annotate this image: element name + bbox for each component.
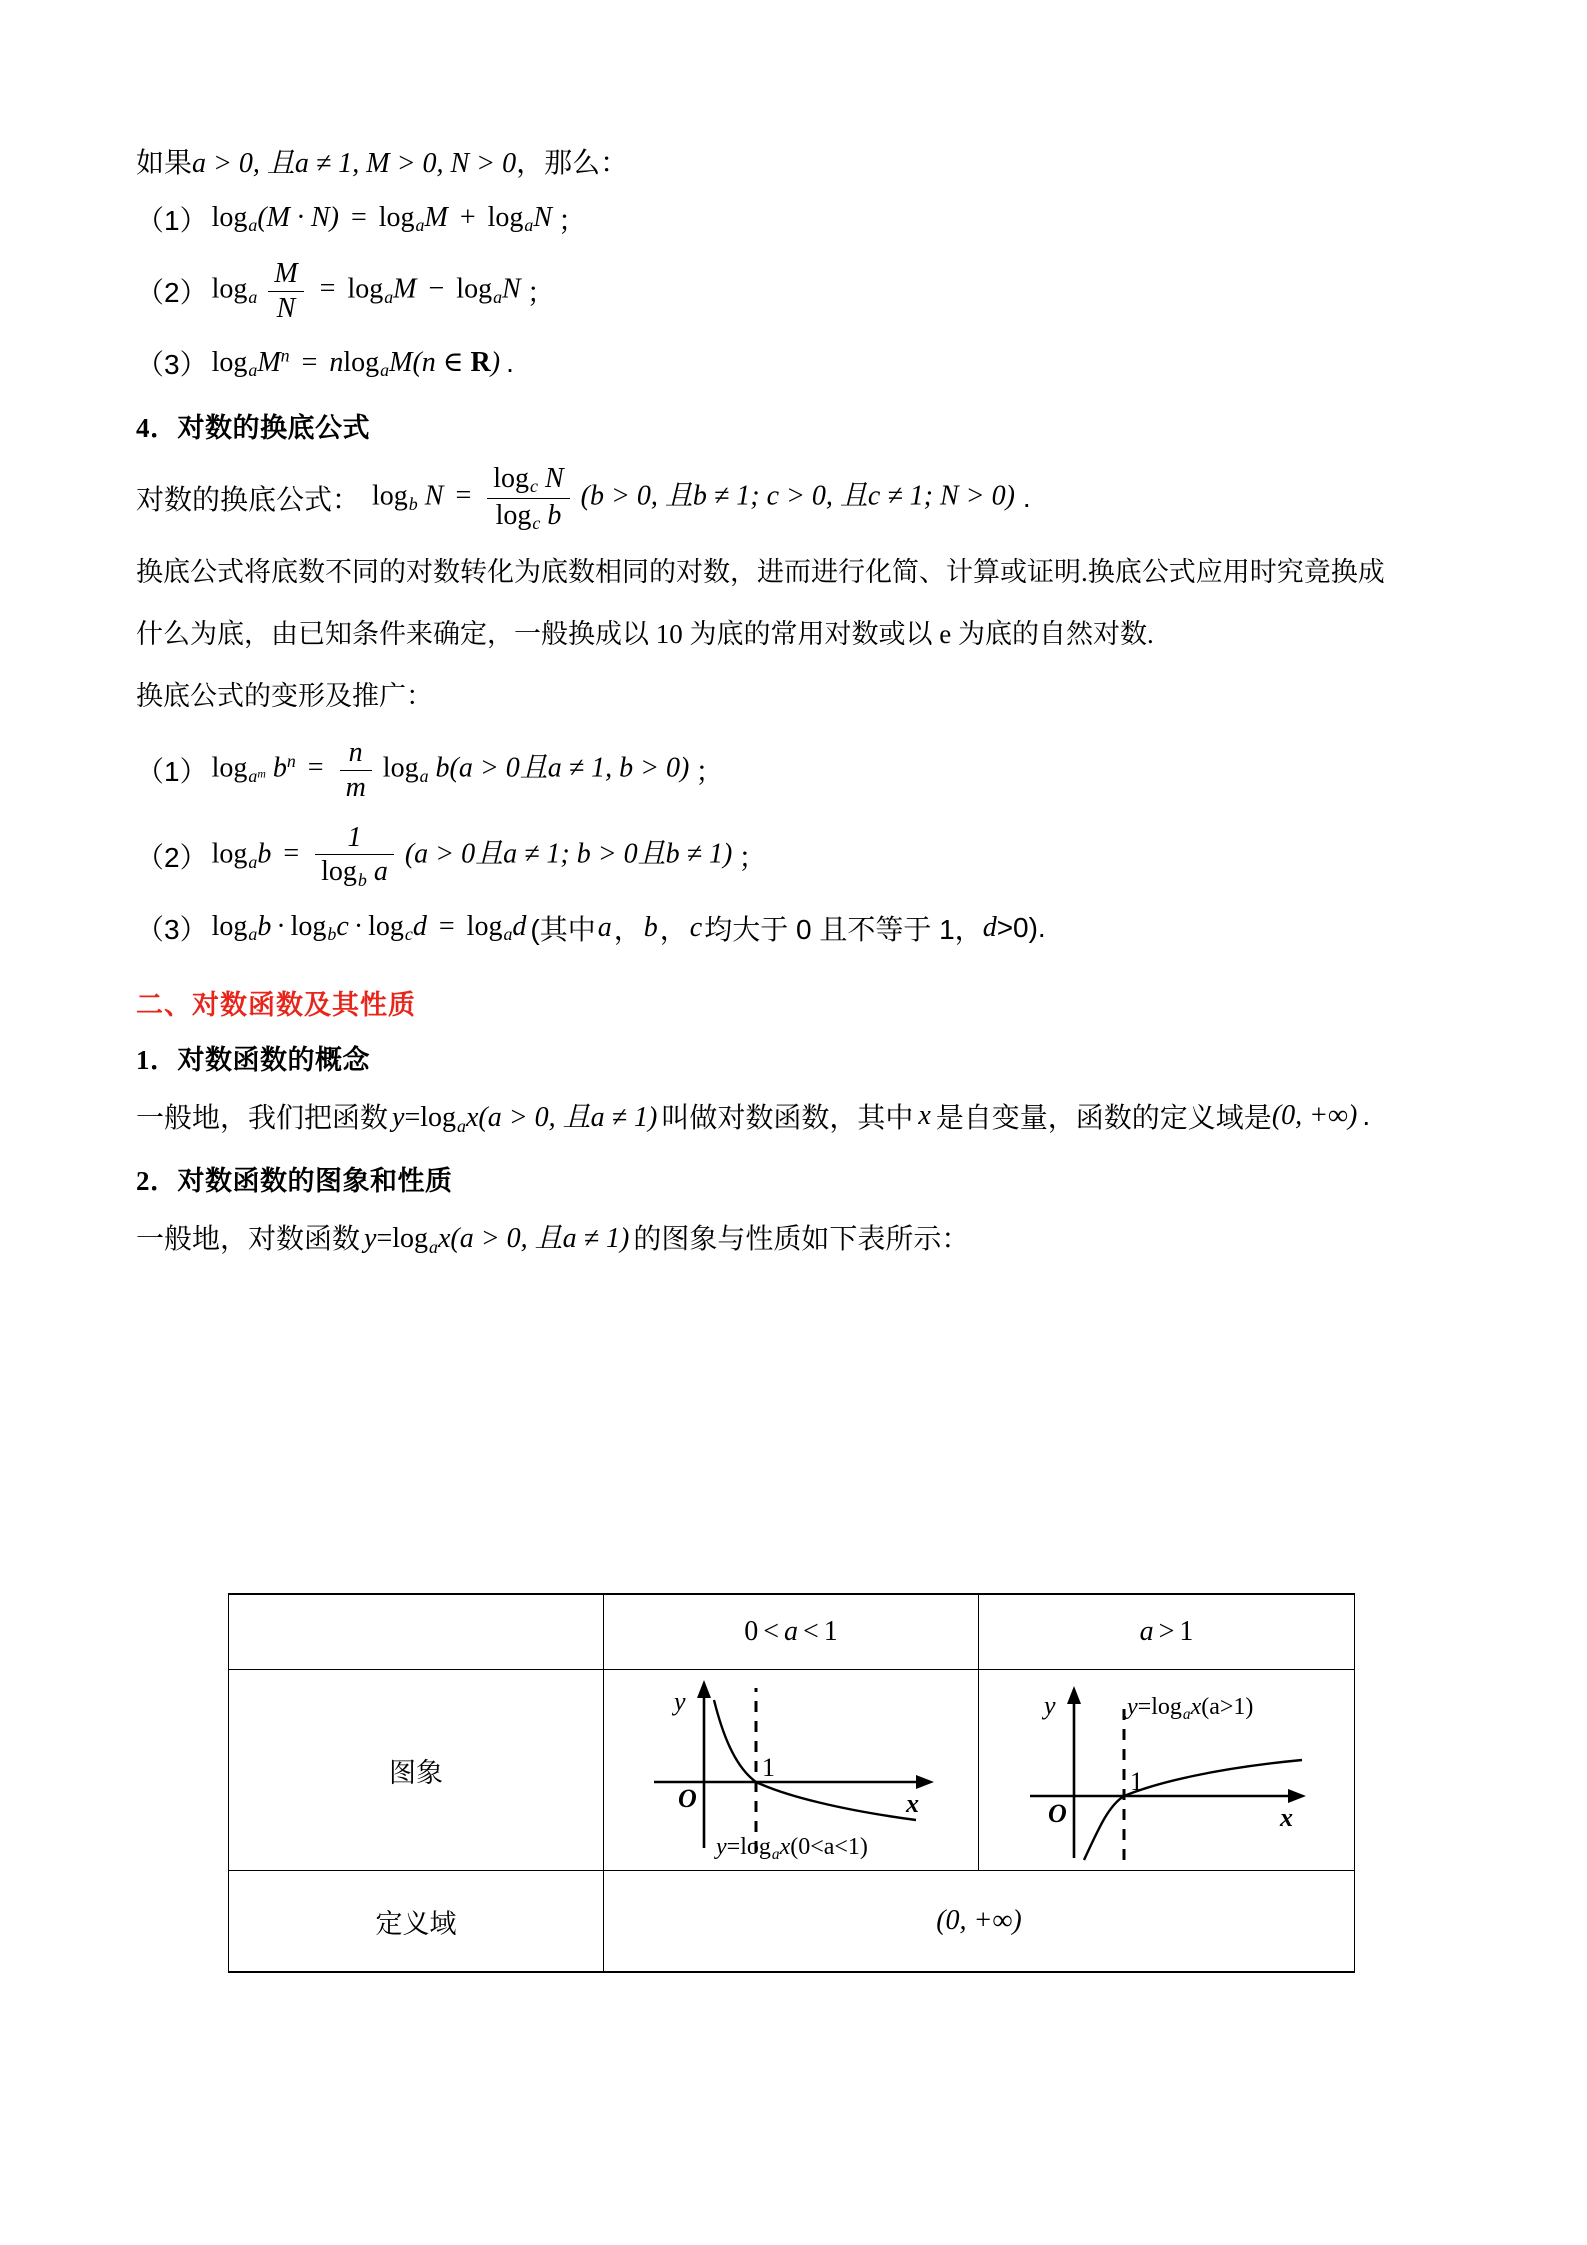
cb-fraction	[487, 463, 569, 534]
cap-inc-cond: (a>1)	[1201, 1694, 1254, 1720]
rule2-t2-arg: N	[502, 273, 521, 305]
v3-gt-zero: >0).	[996, 912, 1046, 943]
intro-line	[136, 132, 1456, 190]
cap-inc-x: x	[1190, 1694, 1202, 1720]
tick-label-1: 1	[1129, 1767, 1143, 1796]
graph-decreasing	[604, 1670, 978, 1870]
cap-dec-cond: (0<a<1)	[790, 1834, 868, 1861]
concept-sub: a	[457, 1115, 466, 1136]
concept-cond: (a > 0, 且a ≠ 1)	[478, 1102, 658, 1134]
concept-eq: =	[404, 1102, 421, 1134]
cb-num-sub: c	[530, 476, 538, 497]
v1-t-arg: b	[435, 752, 450, 784]
v3-comma-2: ，	[659, 914, 688, 945]
v3-t3-log: log	[368, 910, 404, 942]
cb-denominator	[487, 498, 569, 534]
rule1-end: ；	[558, 205, 587, 236]
v3-var-c: c	[689, 912, 703, 943]
cb-den-arg: b	[547, 499, 562, 531]
table-row	[229, 1871, 1355, 1973]
x-axis-arrow	[1288, 1789, 1306, 1803]
domain-value-cell	[604, 1871, 1355, 1973]
document-content	[136, 132, 1456, 1266]
log-rule-3-number: （3）	[136, 349, 208, 380]
rule3-real-set: R	[470, 346, 491, 378]
cb-num-log: log	[493, 462, 530, 494]
v2-log: log	[211, 838, 248, 870]
row-label-graph-text: 图象	[389, 1757, 443, 1788]
cap-dec-log: log	[740, 1834, 771, 1861]
v3-r-sub: a	[503, 924, 513, 945]
concept-log: log	[420, 1102, 457, 1134]
variant-1-number: （1）	[136, 756, 208, 787]
rule1-t1-sub: a	[415, 215, 425, 236]
concept-prefix: 一般地，我们把函数	[136, 1102, 389, 1133]
rule1-t1-log: log	[378, 201, 415, 233]
log-rule-2	[136, 248, 1456, 334]
cb-lhs-sub: b	[408, 494, 418, 515]
v3-t3-arg: d	[412, 910, 427, 942]
log-function-properties-table	[228, 1593, 1351, 1973]
v3-eq: =	[438, 910, 455, 942]
cb-end: .	[1022, 482, 1031, 513]
cb-den-sub: c	[532, 513, 541, 534]
cb-den-log: log	[495, 499, 532, 531]
intro-suffix: ，那么：	[516, 147, 629, 178]
v3-t1-sub: a	[248, 924, 258, 945]
concept-variable: x	[918, 1100, 931, 1131]
rule1-plus: +	[459, 201, 476, 233]
graph-intro-eq: =	[376, 1223, 393, 1255]
concept-mid-2: 是自变量，函数的定义域是	[935, 1102, 1272, 1133]
rule1-eq: =	[350, 201, 367, 233]
v2-arg: b	[257, 838, 272, 870]
change-base-note-line-2: 什么为底，由已知条件来确定，一般换成以 10 为底的常用对数或以 e 为底的自然对数.	[136, 619, 1154, 649]
rule3-t1-arg: M	[389, 346, 413, 378]
v2-fraction	[315, 822, 394, 890]
graph-intro-sub: a	[429, 1236, 438, 1257]
v3-cjk-open: (其中	[530, 914, 596, 945]
concept-y: y	[392, 1102, 405, 1134]
cb-num-arg: N	[544, 462, 564, 494]
rule2-denominator: N	[268, 291, 303, 324]
rule3-t1-log: log	[343, 346, 380, 378]
variant-3	[136, 899, 1456, 957]
rule2-t2-log: log	[456, 273, 493, 305]
log-curve-decreasing	[714, 1700, 916, 1820]
cap-dec-eq: =	[726, 1834, 741, 1861]
v1-denominator: m	[340, 770, 372, 803]
variant-2	[136, 813, 1456, 899]
intro-condition: a > 0, 且a ≠ 1, M > 0, N > 0	[192, 148, 517, 179]
v2-den-log: log	[321, 856, 357, 888]
v1-fraction	[340, 737, 372, 803]
v3-comma-1: ，	[613, 914, 642, 945]
v2-eq: =	[283, 838, 300, 870]
rule2-end: ；	[526, 277, 555, 308]
graph-intro-suffix: 的图象与性质如下表所示：	[633, 1223, 970, 1254]
cap-dec-sub: a	[771, 1846, 780, 1863]
log-curve-increasing	[1084, 1760, 1302, 1860]
graph-cell-increasing	[979, 1670, 1355, 1871]
v1-arg: b	[272, 752, 287, 784]
cap-inc-y: y	[1127, 1694, 1138, 1720]
graph-intro-x: x	[437, 1223, 451, 1255]
v3-r-log: log	[466, 910, 503, 942]
y-axis-arrow	[1067, 1686, 1081, 1704]
change-base-formula	[136, 455, 1456, 541]
rule3-coef: n	[329, 346, 344, 378]
rule3-eq: =	[301, 346, 318, 378]
cap-inc-log: log	[1151, 1694, 1182, 1720]
table-header-large-a	[979, 1594, 1355, 1670]
v2-den-arg: a	[373, 856, 388, 888]
section-heading-two: 二、对数函数及其性质	[136, 990, 416, 1020]
concept-end: .	[1362, 1100, 1371, 1131]
graph-cell-decreasing	[604, 1670, 979, 1871]
v2-sub: a	[248, 852, 258, 873]
log-rule-1	[136, 190, 1456, 248]
v1-exp: n	[286, 751, 296, 772]
cap-inc-eq: =	[1137, 1694, 1152, 1720]
rule3-cond-end: )	[490, 346, 501, 378]
hdr-small-zero: 0	[744, 1616, 759, 1647]
rule2-t1-arg: M	[393, 273, 417, 305]
rule2-log: log	[211, 273, 248, 305]
v3-dot-2: ·	[353, 910, 364, 942]
tick-label-1: 1	[762, 1753, 775, 1782]
hdr-large-one: 1	[1179, 1616, 1194, 1647]
v2-den-sub: b	[357, 870, 367, 891]
v1-end: ；	[695, 756, 724, 787]
rule2-fraction	[268, 258, 303, 324]
x-axis-arrow	[916, 1775, 934, 1789]
v1-numerator: n	[348, 737, 363, 769]
rule3-log: log	[211, 346, 248, 378]
table-corner-cell	[229, 1594, 604, 1670]
cb-numerator	[487, 463, 569, 498]
heading-graph-properties: 2．对数函数的图象和性质	[136, 1166, 453, 1196]
x-axis-label: x	[1279, 1803, 1293, 1832]
log-rule-1-number: （1）	[136, 205, 208, 236]
v2-cond: (a > 0且a ≠ 1; b > 0且b ≠ 1)	[404, 838, 733, 870]
rule3-t1-sub: a	[380, 360, 390, 381]
v3-cjk-mid: 均大于 0 且不等于 1，	[704, 914, 983, 945]
graph-decreasing-caption	[716, 1834, 868, 1864]
v3-t3-sub: c	[404, 924, 413, 945]
v3-t2-log: log	[290, 910, 327, 942]
rule2-eq: =	[319, 273, 336, 305]
y-axis-arrow	[697, 1680, 711, 1698]
v3-var-a: a	[597, 912, 612, 943]
hdr-small-one: 1	[823, 1616, 838, 1647]
concept-line	[136, 1087, 1456, 1145]
graph-intro-y: y	[364, 1223, 377, 1255]
v3-t2-sub: b	[327, 924, 337, 945]
origin-label: O	[1047, 1799, 1067, 1828]
rule1-log: log	[211, 201, 248, 233]
rule1-arg: (M · N)	[257, 201, 339, 233]
row-label-domain-text: 定义域	[375, 1908, 457, 1939]
table-row	[229, 1670, 1355, 1871]
y-axis-label: y	[1043, 1691, 1056, 1720]
variants-title: 换底公式的变形及推广：	[136, 681, 433, 711]
origin-label: O	[678, 1784, 697, 1813]
cb-lhs-log: log	[372, 480, 408, 512]
rule1-t2-arg: N	[533, 201, 553, 233]
v1-eq: =	[307, 752, 324, 784]
y-axis-label: y	[674, 1687, 686, 1716]
rule2-t1-log: log	[347, 273, 384, 305]
v3-t2-arg: c	[336, 910, 349, 942]
v3-t1-arg: b	[257, 910, 272, 942]
row-label-graph	[229, 1670, 604, 1871]
cb-eq: =	[455, 480, 472, 512]
cb-condition: (b > 0, 且b ≠ 1; c > 0, 且c ≠ 1; N > 0)	[580, 480, 1015, 512]
x-axis-label: x	[906, 1789, 919, 1818]
v1-sub-base: a	[248, 766, 258, 787]
v2-numerator: 1	[347, 821, 362, 853]
rule2-minus: −	[428, 273, 445, 305]
v1-cond: (a > 0且a ≠ 1, b > 0)	[449, 752, 690, 784]
rule1-t2-log: log	[487, 201, 524, 233]
variant-1	[136, 727, 1456, 813]
cb-lhs-arg: N	[424, 480, 444, 512]
rule3-exp: n	[280, 345, 290, 366]
change-base-note-line-1: 换底公式将底数不同的对数转化为底数相同的对数，进而进行化简、计算或证明.换底公式应用时究竟换成	[136, 557, 1385, 587]
rule1-t2-sub: a	[524, 215, 534, 236]
log-rule-2-number: （2）	[136, 277, 208, 308]
domain-value: (0, +∞)	[936, 1905, 1022, 1936]
heading-change-base: 4．对数的换底公式	[136, 413, 370, 443]
intro-prefix: 如果	[136, 147, 193, 178]
v3-var-b: b	[643, 912, 658, 943]
v1-t-log: log	[382, 752, 419, 784]
hdr-small-lt2: <	[803, 1616, 819, 1647]
log-rule-3	[136, 334, 1456, 392]
v3-var-d: d	[982, 912, 997, 943]
rule2-sub: a	[248, 287, 258, 308]
v1-sub-exp: m	[257, 767, 266, 781]
cap-dec-y: y	[716, 1834, 727, 1861]
graph-increasing	[979, 1670, 1354, 1870]
table-header-row	[229, 1594, 1355, 1670]
row-label-domain	[229, 1871, 604, 1973]
rule2-t2-sub: a	[493, 287, 503, 308]
table-header-small-a	[604, 1594, 979, 1670]
variant-3-number: （3）	[136, 914, 208, 945]
v3-t1-log: log	[211, 910, 248, 942]
v3-r-arg: d	[512, 910, 527, 942]
heading-log-function-concept: 1．对数函数的概念	[136, 1045, 370, 1075]
variant-2-number: （2）	[136, 842, 208, 873]
rule1-t1-arg: M	[424, 201, 448, 233]
rule2-t1-sub: a	[384, 287, 394, 308]
concept-mid: 叫做对数函数，其中	[661, 1102, 914, 1133]
rule3-cond: (n ∈	[412, 346, 471, 378]
v2-end: ；	[738, 842, 767, 873]
hdr-small-lt1: <	[763, 1616, 779, 1647]
v1-log: log	[211, 752, 248, 784]
graph-intro-prefix: 一般地，对数函数	[136, 1223, 361, 1254]
graph-intro-log: log	[392, 1223, 429, 1255]
v3-dot-1: ·	[276, 910, 286, 942]
concept-domain: (0, +∞)	[1271, 1100, 1358, 1131]
graph-intro-line	[136, 1208, 1456, 1266]
cap-inc-sub: a	[1182, 1705, 1191, 1723]
cap-dec-x: x	[779, 1834, 791, 1861]
hdr-small-a: a	[784, 1616, 798, 1647]
rule2-numerator: M	[274, 258, 298, 290]
rule1-sub: a	[248, 215, 258, 236]
v1-t-sub: a	[419, 766, 429, 787]
graph-intro-cond: (a > 0, 且a ≠ 1)	[450, 1223, 630, 1255]
v2-denominator	[315, 854, 394, 890]
hdr-large-a: a	[1139, 1616, 1154, 1647]
rule3-sub: a	[248, 360, 258, 381]
rule3-end: .	[506, 347, 514, 378]
hdr-large-gt: >	[1158, 1616, 1175, 1647]
rule3-arg: M	[257, 346, 281, 378]
change-base-label: 对数的换底公式：	[136, 484, 361, 515]
graph-increasing-caption	[1127, 1694, 1253, 1724]
concept-x: x	[465, 1102, 479, 1134]
